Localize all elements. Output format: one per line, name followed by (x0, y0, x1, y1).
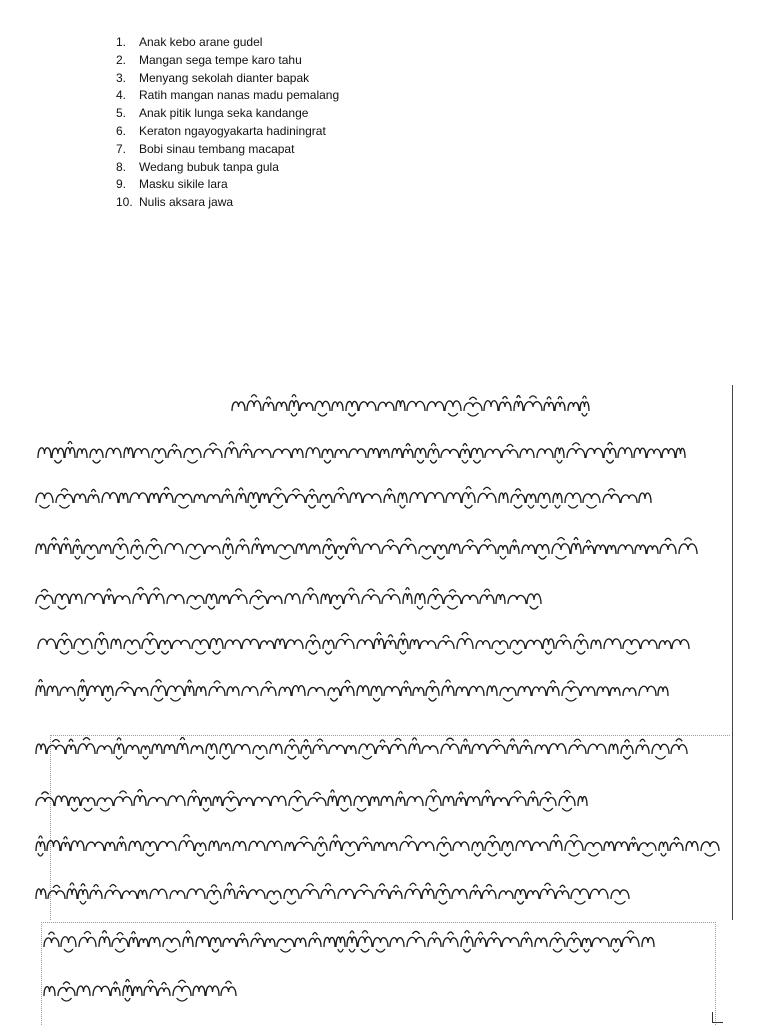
list-number: 9. (116, 177, 127, 192)
list-text: Masku sikile lara (139, 177, 228, 192)
list-number: 10. (116, 195, 133, 210)
list-number: 7. (116, 141, 127, 156)
script-glyphs (36, 879, 628, 909)
script-glyphs (44, 927, 660, 957)
list-number: 6. (116, 123, 127, 138)
script-glyphs (36, 483, 660, 513)
script-glyphs (36, 734, 700, 764)
list-text: Ratih mangan nanas madu pemalang (139, 88, 340, 103)
script-glyphs (36, 831, 712, 861)
list-text: Bobi sinau tembang macapat (139, 141, 295, 156)
script-line (38, 629, 690, 655)
script-line (232, 391, 595, 417)
list-text: Menyang sekolah dianter bapak (139, 70, 310, 85)
script-line (36, 584, 545, 610)
list-text: Keraton ngayogyakarta hadiningrat (139, 123, 326, 138)
list-text: Anak kebo arane gudel (139, 35, 263, 49)
list-text: Nulis aksara jawa (139, 195, 234, 210)
script-glyphs (38, 629, 690, 659)
script-line (36, 676, 680, 702)
list-number: 8. (116, 159, 127, 174)
script-glyphs (38, 438, 688, 468)
script-glyphs (232, 391, 595, 421)
list-text: Mangan sega tempe karo tahu (139, 52, 302, 67)
script-glyphs (44, 976, 245, 1006)
list-text: Wedang bubuk tanpa gula (139, 159, 279, 174)
script-line (36, 734, 700, 760)
script-line (36, 831, 712, 857)
script-line (44, 927, 660, 953)
list-number: 5. (116, 106, 127, 121)
script-line (38, 438, 688, 464)
script-line (36, 483, 660, 509)
list-number: 4. (116, 88, 127, 103)
script-line (36, 534, 690, 560)
list-number: 1. (116, 35, 127, 49)
list-number: 3. (116, 70, 127, 85)
script-glyphs (36, 584, 545, 614)
script-glyphs (36, 786, 590, 816)
script-glyphs (36, 676, 680, 706)
list-number: 2. (116, 52, 127, 67)
list-text: Anak pitik lunga seka kandange (139, 106, 309, 121)
script-glyphs (36, 534, 690, 564)
script-line (44, 976, 245, 1002)
script-line (36, 879, 628, 905)
script-line (36, 786, 590, 812)
